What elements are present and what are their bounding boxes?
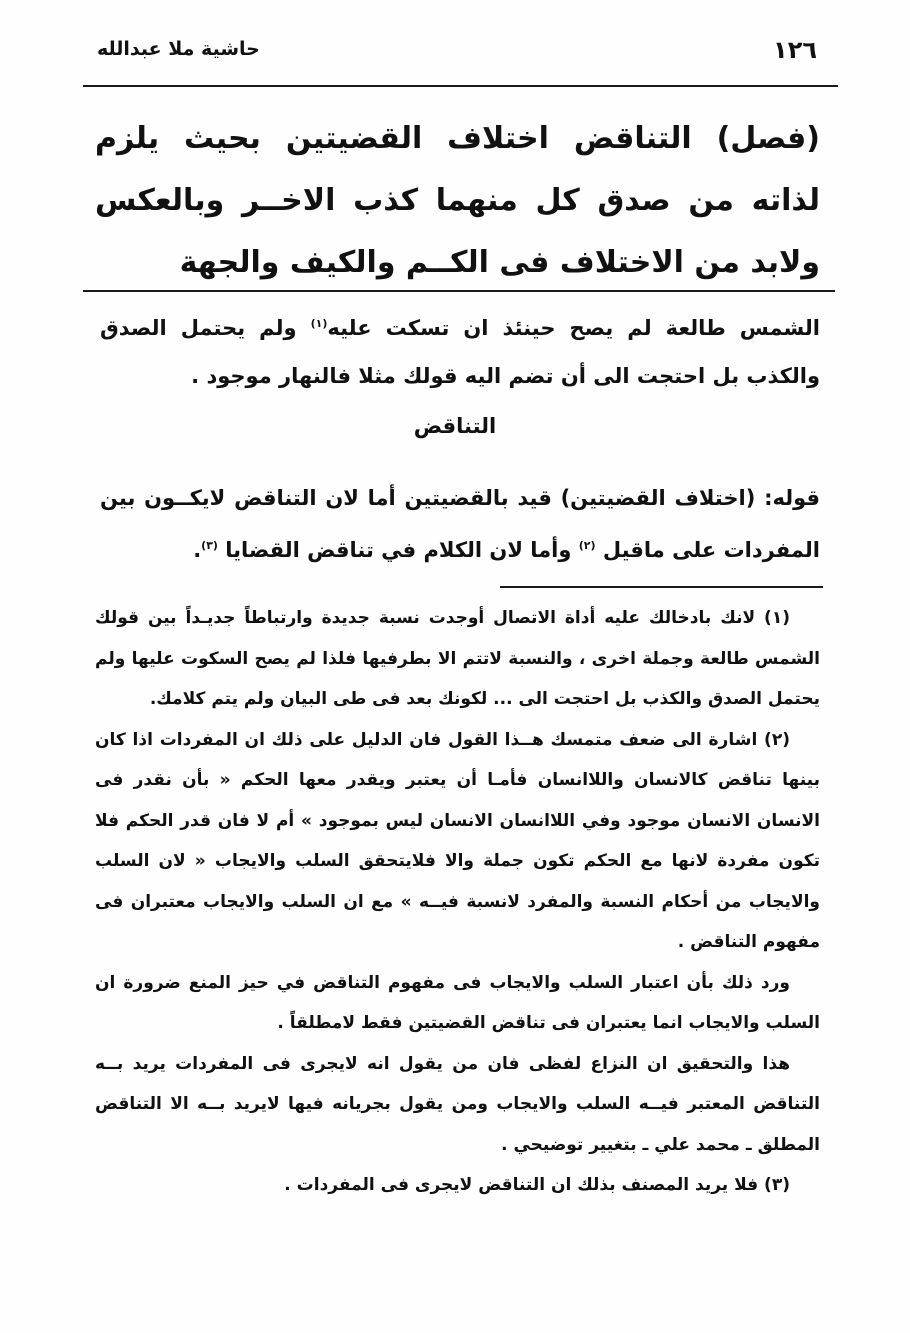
running-title: حاشية ملا عبدالله	[97, 38, 260, 60]
footnote-ref-1[interactable]: (١)	[310, 317, 328, 330]
page-header	[85, 30, 835, 74]
footnote-1: (١) لانك بادخالك عليه أداة الاتصال أوجدت نسبة جديدة وارتباطاً جديـداً بين قولك الشمس طالعة وجملة اخرى ، والنسبة لاتتم الا بطرفيها فلذا لم يصح السكوت عليها ولم يحتمل الصدق والكذب بل احتجت الى ... لكونك بعد فى طى البيان ولم يتم كلامك.	[95, 608, 820, 709]
footnotes	[95, 598, 820, 1206]
commentary-paragraph-1: الشمس طالعة لم يصح حينئذ ان تسكت عليه$^{(١)}$ ولم يحتمل الصدق والكذب بل احتجت الى أن تضم اليه قولك مثلا فالنهار موجود .	[100, 316, 821, 388]
header-rule	[83, 85, 838, 87]
footnote-separator-rule	[500, 586, 823, 588]
section-heading: التناقض	[413, 414, 497, 438]
page-number: ١٢٦	[773, 36, 817, 64]
footnote-ref-2[interactable]: (٢)	[578, 539, 596, 552]
matn-text: (فصل) التناقض اختلاف القضيتين بحيث يلزم لذاته من صدق كل منهما كذب الاخــر وبالعكس ولابد من الاختلاف فى الكــم والكيف والجهة	[95, 121, 820, 280]
commentary-paragraph-2: قوله: (اختلاف القضيتين) قيد بالقضيتين أما لان التناقض لايكــون بين المفردات على ماقيل $^{(٢)}$ وأما لان الكلام في تناقض القضايا $^{(٣)}$.	[100, 486, 820, 562]
footnote-3: (٣) فلا يريد المصنف بذلك ان التناقض لايجرى فى المفردات .	[284, 1175, 790, 1195]
footnote-ref-3[interactable]: (٣)	[201, 539, 218, 552]
footnote-2: (٢) اشارة الى ضعف متمسك هــذا القول فان الدليل على ذلك ان المفردات اذا كان بينها تناقض كالانسان واللاانسان فأمـا أن يعتبر ويقدر معها الحكم « بأن نقدر فى الانسان الانسان موجود وفي اللاانسان الانسان ليس بموجود » أم لا فان قدر الحكم فلا تكون مفردة لانها مع الحكم تكون جملة والا فلايتحقق السلب والايجاب « لان السلب والايجاب من أحكام النسبة والمفرد لانسبة فيــه » مع ان السلب والايجاب معتبران فى مفهوم التناقض . ورد ذلك بأن اعتبار السلب والايجاب فى مفهوم التناقض في حيز المنع ضرورة ان السلب والايجاب انما يعتبران فى تناقض القضيتين فقط لامطلقاً . هذا والتحقيق ان النزاع لفظى فان من يقول انه لايجرى فى المفردات يريد بــه التناقض المعتبر فيــه السلب والايجاب ومن يقول بجريانه فيها لايريد بــه الا التناقض المطلق ـ محمد علي ـ بتغيير توضيحي .	[95, 729, 820, 1155]
matn-separator-rule	[83, 290, 835, 292]
